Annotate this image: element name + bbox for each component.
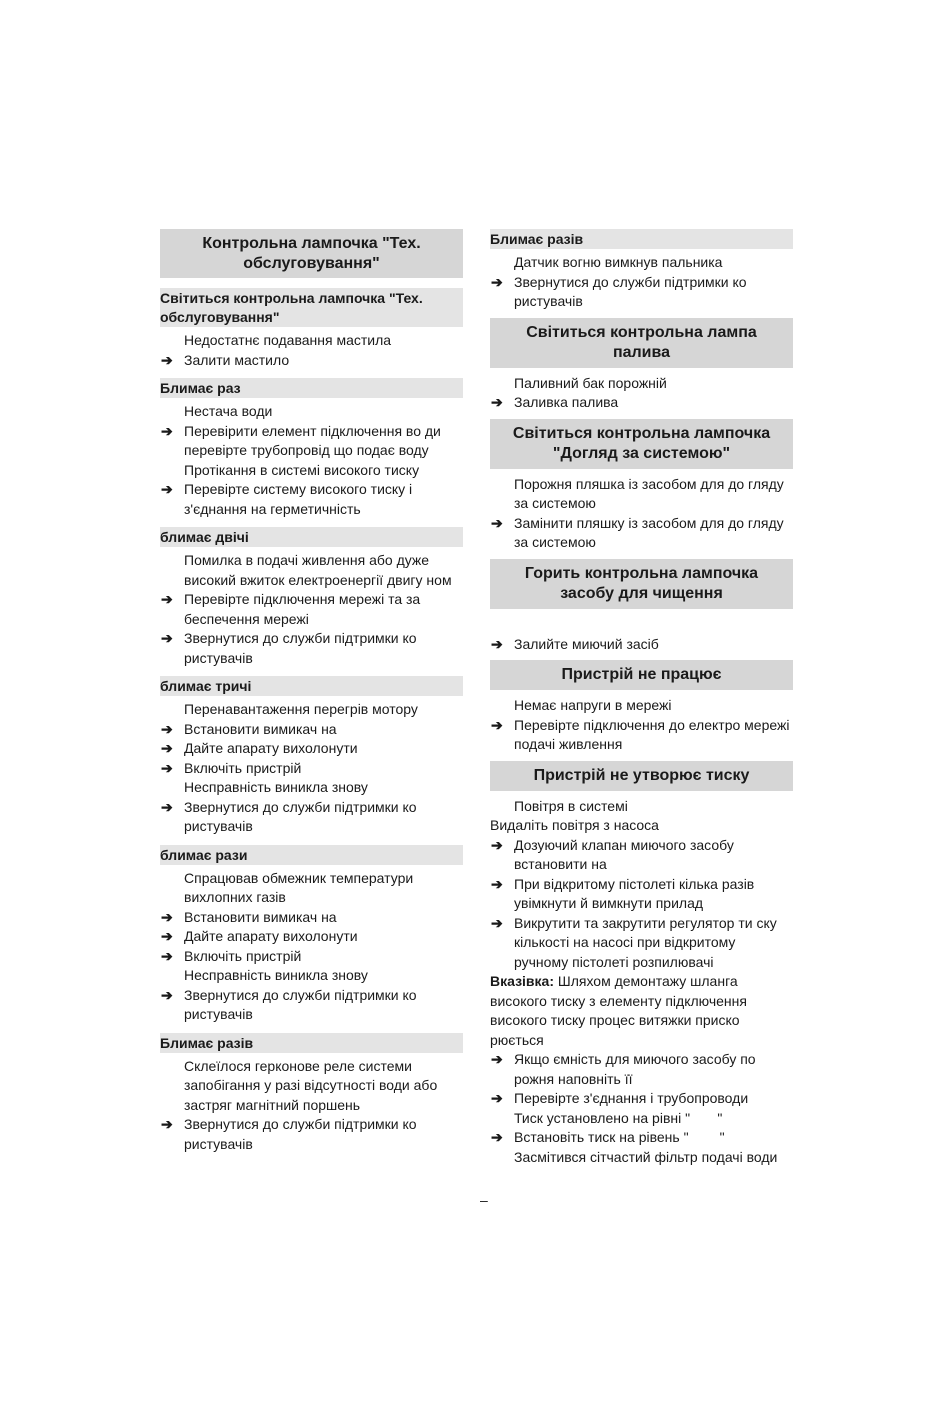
arrow-right-icon: ➔ [491,1051,503,1067]
remedy-item [160,908,463,928]
left-column [160,229,463,1154]
remedy-text: Звернутися до служби підтримки ко ристувачів [184,630,417,666]
arrow-right-icon: ➔ [161,908,173,925]
remedy-item [160,739,463,759]
arrow-right-icon: ➔ [491,836,503,853]
subtitle-maintenance-on: Світиться контрольна лампочка "Тех. обслуговування" [160,288,463,327]
subtitle-blink-many-times: Блимає разів [160,1033,463,1053]
remedy-item [160,798,463,837]
remedy-item [490,914,793,973]
note-label: Вказівка: [490,973,554,989]
arrow-right-icon: ➔ [491,914,503,931]
arrow-right-icon: ➔ [161,422,173,439]
cause-text: Датчик вогню вимкнув пальника [514,254,723,270]
remedy-item [160,720,463,740]
arrow-right-icon: ➔ [491,875,503,892]
cause-text: Засмітився сітчастий фільтр подачі води [514,1148,778,1165]
remedy-text: Встановіть тиск на рівень " " [514,1129,725,1145]
remedy-item [490,1128,793,1148]
remedy-text: При відкритому пістолеті кілька разів увімкнути й вимкнути прилад [514,875,755,911]
subtitle-blink-n-times: блимає рази [160,845,463,865]
arrow-right-icon: ➔ [491,273,503,290]
subtitle-blink-three-times: блимає тричі [160,676,463,696]
remedy-text: Перевірте з'єднання і трубопроводи [514,1090,749,1106]
remedy-item [160,351,463,371]
arrow-right-icon: ➔ [491,1129,503,1145]
arrow-right-icon: ➔ [161,481,173,497]
arrow-right-icon: ➔ [161,986,173,1003]
cause-text: Немає напруги в мережі [514,697,672,713]
arrow-right-icon: ➔ [161,928,173,944]
arrow-right-icon: ➔ [161,798,173,815]
remedy-item [160,986,463,1025]
section-title-fuel-lamp: Світиться контрольна лампа палива [490,318,793,368]
remedy-text: Перевірити елемент підключення во ди перевірте трубопровід що подає воду [184,422,441,458]
remedy-text: Перевірте систему високого тиску і з'єднання на герметичність [184,481,413,517]
arrow-right-icon: ➔ [161,759,173,776]
remedy-text: Якщо ємність для миючого засобу по рожня наповніть її [514,1051,756,1087]
arrow-right-icon: ➔ [161,591,173,607]
remedy-item [160,480,463,519]
remedy-item [160,590,463,629]
remedy-text: Перевірте підключення мережі та за беспечення мережі [184,591,421,627]
remedy-text: Звернутися до служби підтримки ко ристувачів [184,1116,417,1152]
section-title-detergent-lamp: Горить контрольна лампочка засобу для чищення [490,559,793,609]
remedy-item [160,947,463,967]
remedy-text: Замінити пляшку із засобом для до гляду за системою [514,514,784,550]
remedy-text: Викрутити та закрутити регулятор ти ску кількості на насосі при відкритому ручному пістолеті розпилювачі [514,914,777,970]
remedy-text: Дайте апарату вихолонути [184,740,358,756]
remedy-text: Залити мастило [184,351,290,368]
remedy-item [490,273,793,312]
cause-text: Несправність виникла знову [184,967,368,983]
remedy-item [490,1050,793,1089]
arrow-right-icon: ➔ [161,1116,173,1132]
right-column [490,229,793,1167]
remedy-item [490,635,793,655]
cause-text: Спрацював обмежник температури вихлопних газів [184,869,414,905]
section-title-device-not-working: Пристрій не працює [490,660,793,690]
arrow-right-icon: ➔ [491,716,503,733]
section-title-system-care-lamp: Світиться контрольна лампочка "Догляд за системою" [490,419,793,469]
remedy-text: Включіть пристрій [184,759,302,776]
cause-text: Повітря в системі [514,797,628,814]
arrow-right-icon: ➔ [161,351,173,368]
arrow-right-icon: ➔ [161,720,173,737]
remedy-text: Встановити вимикач на [184,908,337,925]
remedy-text: Заливка палива [514,394,619,410]
cause-text: Тиск установлено на рівні " " [514,1109,723,1126]
remedy-item [160,927,463,947]
remedy-text: Перевірте підключення до електро мережі подачі живлення [514,716,790,752]
cause-text: Паливний бак порожній [514,374,667,391]
remedy-item [490,875,793,914]
remedy-text: Дайте апарату вихолонути [184,928,358,944]
remedy-item [490,514,793,553]
remedy-text: Включіть пристрій [184,947,302,964]
remedy-item [490,1089,793,1109]
section-title-maintenance: Контрольна лампочка "Тех. обслуговування" [160,229,463,278]
remedy-item [490,836,793,875]
instruction-text: Видаліть повітря з насоса [490,817,659,833]
arrow-right-icon: ➔ [491,514,503,531]
cause-text: Порожня пляшка із засобом для до гляду за системою [514,475,784,511]
remedy-item [490,393,793,413]
subtitle-blink-once: Блимає раз [160,378,463,398]
cause-text: Помилка в подачі живлення або дуже високий вжиток електроенергії двигу ном [184,552,452,588]
remedy-text: Встановити вимикач на [184,720,337,737]
remedy-text: Звернутися до служби підтримки ко ристувачів [184,986,417,1022]
arrow-right-icon: ➔ [491,635,503,652]
page-marker: – [480,1192,488,1208]
arrow-right-icon: ➔ [491,394,503,410]
subtitle-blink-twice: блимає двічі [160,527,463,547]
cause-text: Протікання в системі високого тиску [184,461,420,478]
cause-text: Склеїлося герконове реле системи запобігання у разі відсутності води або застряг магнітний поршень [184,1057,438,1113]
subtitle-blink-many-times: Блимає разів [490,229,793,249]
cause-text: Недостатнє подавання мастила [184,332,392,348]
remedy-text: Залийте миючий засіб [514,635,659,652]
arrow-right-icon: ➔ [161,947,173,964]
remedy-item [160,1115,463,1154]
remedy-item [160,422,463,461]
remedy-item [160,629,463,668]
note-text: Шляхом демонтажу шланга високого тиску з елементу підключення високого тиску процес витяжки приско рюється [490,973,747,1048]
remedy-item [490,716,793,755]
remedy-text: Звернутися до служби підтримки ко ристувачів [514,273,747,309]
arrow-right-icon: ➔ [161,740,173,756]
remedy-text: Дозуючий клапан миючого засобу встановити на [514,836,734,872]
note-paragraph [490,972,793,1050]
arrow-right-icon: ➔ [161,630,173,646]
cause-text: Перенавантаження перегрів мотору [184,701,418,717]
cause-text: Нестача води [184,403,273,419]
remedy-item [160,759,463,779]
cause-text: Несправність виникла знову [184,779,368,795]
remedy-text: Звернутися до служби підтримки ко ристувачів [184,798,417,834]
arrow-right-icon: ➔ [491,1090,503,1106]
section-title-no-pressure: Пристрій не утворює тиску [490,761,793,791]
